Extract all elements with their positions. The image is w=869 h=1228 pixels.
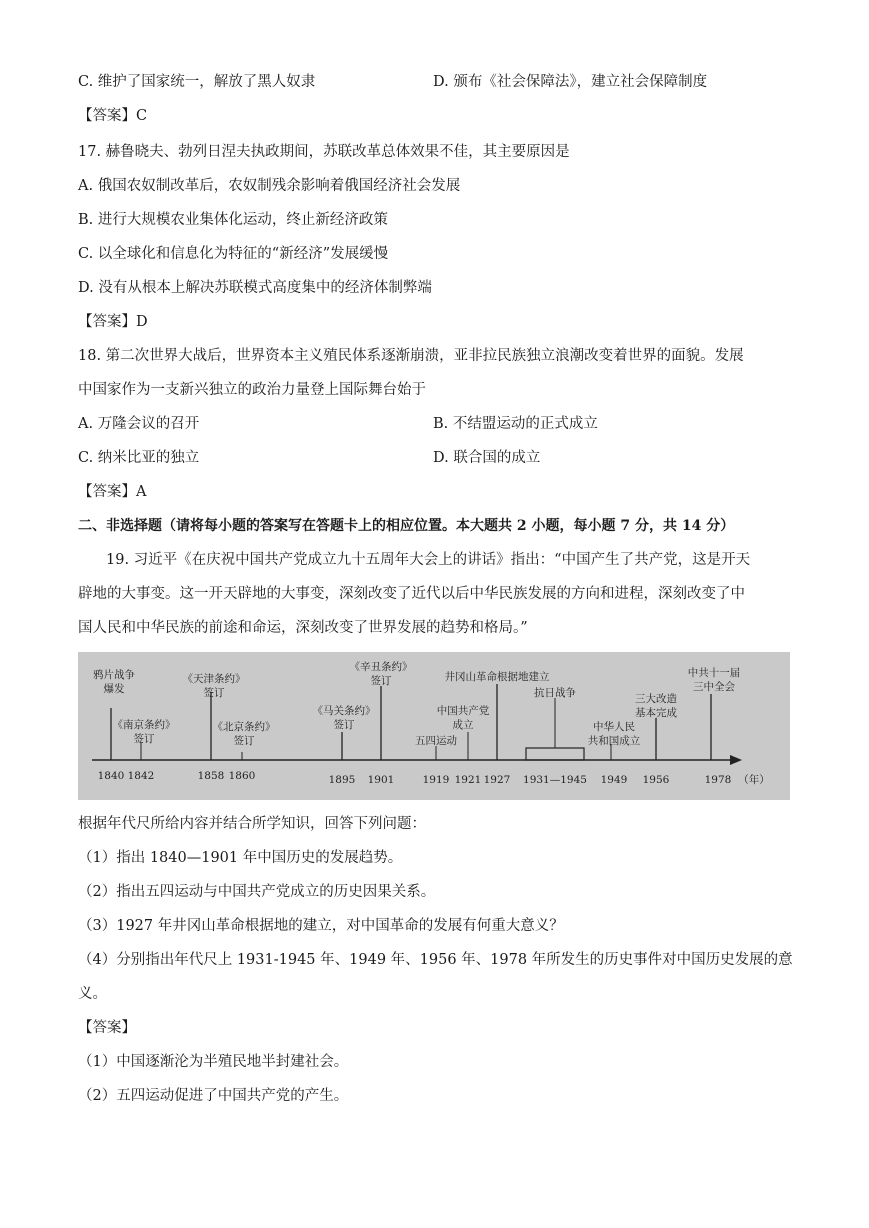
event-third-plenum-line2: 三中全会: [693, 681, 735, 693]
event-treaty-tianjin-line1: 《天津条约》: [182, 673, 246, 685]
year-1978: 1978: [704, 774, 732, 786]
event-prc-founding-line2: 共和国成立: [587, 735, 641, 747]
year-1840: 1840: [97, 770, 125, 782]
timeline-arrow-icon: [730, 755, 742, 765]
q19-sub-question-2: （2）指出五四运动与中国共产党成立的历史因果关系。: [78, 884, 436, 900]
q17-answer: 【答案】D: [78, 314, 148, 330]
q17-stem: 17. 赫鲁晓夫、勃列日涅夫执政期间，苏联改革总体效果不佳，其主要原因是: [78, 144, 570, 160]
q19-answer-2: （2）五四运动促进了中国共产党的产生。: [78, 1088, 349, 1104]
q19-stem-line-2: 辟地的大事变。这一开天辟地的大事变，深刻改变了近代以后中华民族发展的方向和进程，深刻改变了中: [78, 586, 745, 602]
q19-answer-1: （1）中国逐渐沦为半殖民地半封建社会。: [78, 1054, 349, 1070]
event-three-transformations-line1: 三大改造: [635, 693, 677, 705]
year-1858: 1858: [197, 770, 225, 782]
q19-stem-line-1: 19. 习近平《在庆祝中国共产党成立九十五周年大会上的讲话》指出：“中国产生了共产党，这是开天: [106, 552, 751, 568]
event-anti-japanese-war: 抗日战争: [534, 687, 576, 699]
year-1956: 1956: [642, 774, 670, 786]
year-1921: 1921: [454, 774, 482, 786]
year-1919: 1919: [422, 774, 450, 786]
q16-option-d: D. 颁布《社会保障法》，建立社会保障制度: [433, 74, 708, 90]
year-1860: 1860: [228, 770, 256, 782]
event-treaty-xinchou-line2: 签订: [370, 675, 392, 687]
event-treaty-maguan-line2: 签订: [333, 719, 355, 731]
year-1895: 1895: [328, 774, 356, 786]
q18-stem-line-2: 中国家作为一支新兴独立的政治力量登上国际舞台始于: [78, 382, 426, 398]
q18-option-d: D. 联合国的成立: [433, 450, 541, 466]
event-treaty-beijing-line2: 签订: [233, 735, 255, 747]
q18-answer: 【答案】A: [78, 484, 147, 500]
q19-sub-question-3: （3）1927 年井冈山革命根据地的建立，对中国革命的发展有何重大意义？: [78, 918, 564, 934]
event-third-plenum-line1: 中共十一届: [687, 667, 741, 679]
event-treaty-nanjing-line2: 签订: [133, 733, 155, 745]
event-treaty-xinchou-line1: 《辛丑条约》: [349, 661, 413, 673]
q17-option-a: A. 俄国农奴制改革后，农奴制残余影响着俄国经济社会发展: [78, 178, 461, 194]
year-1927: 1927: [483, 774, 511, 786]
q17-option-c: C. 以全球化和信息化为特征的“新经济”发展缓慢: [78, 246, 389, 262]
q18-option-c: C. 纳米比亚的独立: [78, 450, 200, 466]
year-1949: 1949: [600, 774, 628, 786]
event-cpc-founding-line1: 中国共产党: [436, 705, 490, 717]
year-1931-1945: 1931—1945: [523, 774, 587, 786]
q19-sub-question-1: （1）指出 1840—1901 年中国历史的发展趋势。: [78, 850, 403, 866]
event-treaty-maguan-line1: 《马关条约》: [312, 705, 376, 717]
q16-option-c: C. 维护了国家统一，解放了黑人奴隶: [78, 74, 316, 90]
q18-stem-line-1: 18. 第二次世界大战后，世界资本主义殖民体系逐渐崩溃，亚非拉民族独立浪潮改变着世界的面貌。发展: [78, 348, 744, 364]
event-opium-war-line1: 鸦片战争: [93, 669, 135, 681]
q17-option-b: B. 进行大规模农业集体化运动，终止新经济政策: [78, 212, 388, 228]
event-treaty-nanjing-line1: 《南京条约》: [112, 719, 176, 731]
q17-option-d: D. 没有从根本上解决苏联模式高度集中的经济体制弊端: [78, 280, 432, 296]
q18-option-b: B. 不结盟运动的正式成立: [433, 416, 598, 432]
event-three-transformations-line2: 基本完成: [635, 707, 677, 719]
year-1842: 1842: [127, 770, 155, 782]
event-may-fourth: 五四运动: [415, 735, 457, 747]
q18-option-a: A. 万隆会议的召开: [78, 416, 200, 432]
timeline-unit: （年）: [738, 774, 770, 786]
q16-answer: 【答案】C: [78, 108, 148, 124]
q19-sub-question-4-line-1: （4）分别指出年代尺上 1931-1945 年、1949 年、1956 年、1978 年所发生的历史事件对中国历史发展的意: [78, 952, 793, 968]
timeline-figure: [78, 652, 790, 800]
year-1901: 1901: [367, 774, 395, 786]
event-opium-war-line2: 爆发: [103, 683, 125, 695]
event-prc-founding-line1: 中华人民: [593, 721, 635, 733]
q19-stem-line-3: 国人民和中华民族的前途和命运，深刻改变了世界发展的趋势和格局。”: [78, 620, 528, 636]
q19-sub-question-4-line-2: 义。: [78, 986, 107, 1002]
q19-answer-label: 【答案】: [78, 1020, 136, 1036]
event-cpc-founding-line2: 成立: [452, 719, 474, 731]
q19-instruction: 根据年代尺所给内容并结合所学知识，回答下列问题：: [78, 816, 426, 832]
event-treaty-beijing-line1: 《北京条约》: [212, 721, 276, 733]
event-jinggangshan: 井冈山革命根据地建立: [444, 671, 550, 683]
event-treaty-tianjin-line2: 签订: [203, 687, 225, 699]
section-2-heading: 二、非选择题（请将每小题的答案写在答题卡上的相应位置。本大题共 2 小题，每小题 7 分，共 14 分）: [78, 518, 735, 534]
